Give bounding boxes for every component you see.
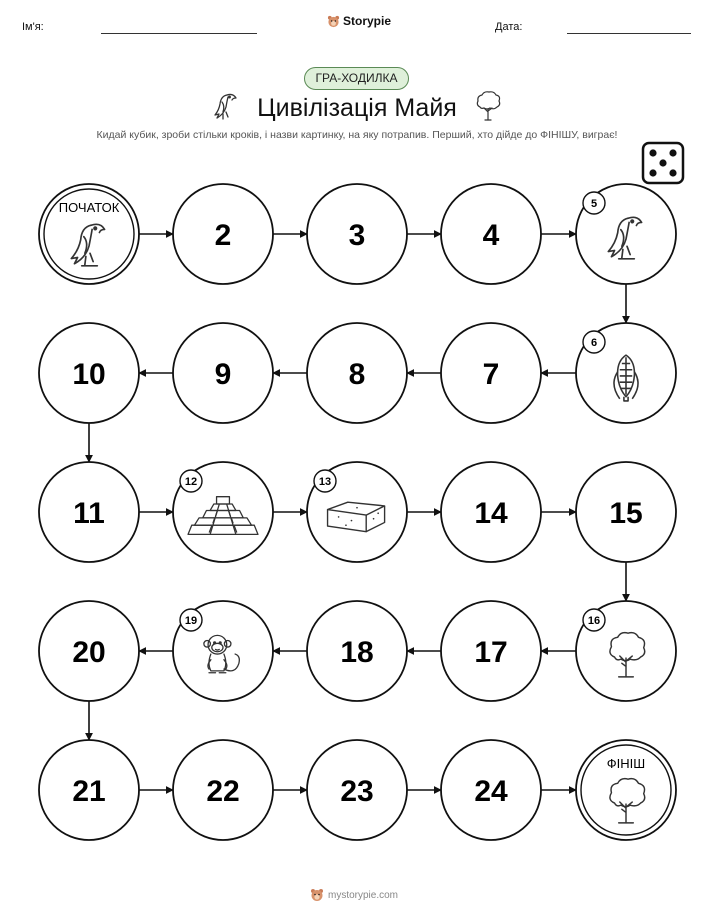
space-number: 5	[590, 198, 598, 210]
space-number: 3	[348, 219, 366, 252]
space-number: 14	[474, 497, 508, 530]
board-space-9[interactable]	[173, 323, 273, 423]
board-space-18[interactable]	[307, 601, 407, 701]
space-number: 12	[184, 476, 198, 488]
board-space-20[interactable]	[39, 601, 139, 701]
space-number: 19	[184, 615, 198, 627]
board-space-6[interactable]	[576, 323, 676, 423]
board-space-13[interactable]	[307, 462, 407, 562]
board-space-4[interactable]	[441, 184, 541, 284]
space-circle	[576, 740, 676, 840]
space-circle	[39, 184, 139, 284]
board-space-10[interactable]	[39, 323, 139, 423]
space-number: 16	[587, 615, 601, 627]
space-number: 13	[318, 476, 332, 488]
board-space-24[interactable]	[441, 740, 541, 840]
board-space-19[interactable]	[173, 601, 273, 701]
board-space-11[interactable]	[39, 462, 139, 562]
board-space-12[interactable]	[173, 462, 273, 562]
brand-name: Storypie	[343, 14, 392, 28]
date-label: Дата:	[495, 21, 523, 33]
space-number: 15	[609, 497, 643, 530]
space-number: 18	[340, 636, 374, 669]
board-space-14[interactable]	[441, 462, 541, 562]
space-number: 8	[348, 358, 366, 391]
name-label: Ім'я:	[22, 21, 44, 33]
space-number: 9	[214, 358, 232, 391]
space-number: 22	[206, 775, 240, 808]
space-number: 4	[482, 219, 500, 252]
space-number: 21	[72, 775, 106, 808]
board-space-22[interactable]	[173, 740, 273, 840]
footer	[310, 888, 398, 902]
board-space-2[interactable]	[173, 184, 273, 284]
board-space-17[interactable]	[441, 601, 541, 701]
board-space-7[interactable]	[441, 323, 541, 423]
bear-logo-icon	[310, 888, 324, 902]
space-number: 6	[590, 337, 598, 349]
start-label: ПОЧАТОК	[58, 200, 120, 215]
instructions-text: Кидай кубик, зроби стільки кроків, і назви картинку, на яку потрапив. Перший, хто дійде до ФІНІШУ, виграє!	[96, 129, 618, 141]
space-number: 20	[72, 636, 106, 669]
board-space-8[interactable]	[307, 323, 407, 423]
footer-url: mystorypie.com	[328, 889, 399, 901]
page-title: Цивілізація Майя	[257, 94, 457, 122]
board-space-23[interactable]	[307, 740, 407, 840]
space-number: 10	[72, 358, 106, 391]
board-space-25[interactable]	[576, 740, 676, 840]
board-space-16[interactable]	[576, 601, 676, 701]
space-number: 11	[73, 497, 105, 530]
board-space-5[interactable]	[576, 184, 676, 284]
game-type-badge: ГРА-ХОДИЛКА	[304, 67, 409, 90]
space-number: 17	[474, 636, 508, 669]
space-number: 24	[474, 775, 508, 808]
space-number: 2	[214, 219, 232, 252]
board-space-1[interactable]	[39, 184, 139, 284]
space-number: 23	[340, 775, 374, 808]
finish-label: ФІНІШ	[606, 756, 646, 771]
board-space-15[interactable]	[576, 462, 676, 562]
board-space-3[interactable]	[307, 184, 407, 284]
space-number: 7	[482, 358, 500, 391]
board-space-21[interactable]	[39, 740, 139, 840]
